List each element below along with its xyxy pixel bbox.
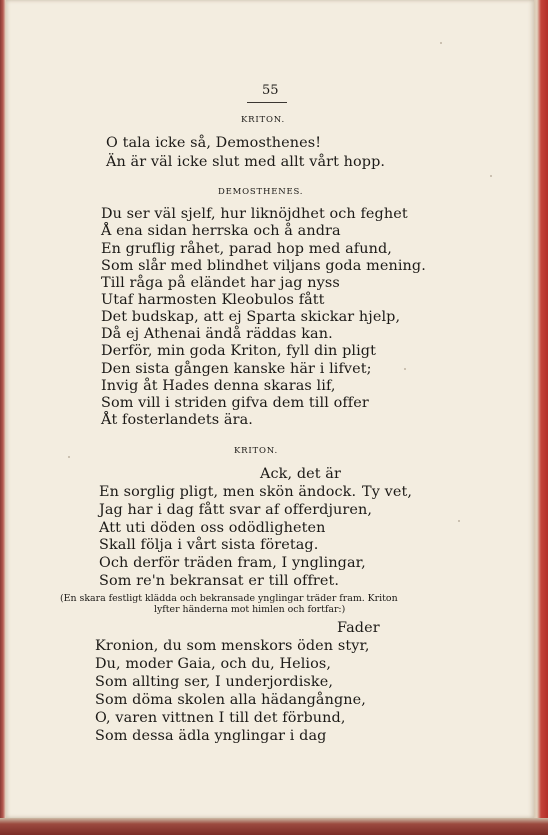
verse-line: Åt fosterlandets ära. — [101, 412, 253, 428]
verse-line: Som allting ser, I underjordiske, — [95, 674, 334, 690]
speaker-kriton-1: KRITON. — [241, 115, 285, 125]
verse-line: Du, moder Gaia, och du, Helios, — [95, 656, 332, 672]
verse-line: Till råga på eländet har jag nyss — [101, 275, 340, 291]
paper-fleck — [458, 520, 460, 522]
paper-fleck — [440, 42, 442, 44]
verse-line: Att uti döden oss odödligheten — [99, 520, 326, 536]
verse-line: Det budskap, att ej Sparta skickar hjelp, — [101, 309, 401, 325]
verse-line: Du ser väl sjelf, hur liknöjdhet och feghet — [101, 206, 408, 222]
verse-line: En gruflig råhet, parad hop med afund, — [101, 241, 392, 257]
verse-line: Och derför träden fram, I ynglingar, — [99, 555, 366, 571]
page-number: 55 — [262, 83, 279, 98]
book-edge-right — [534, 0, 548, 820]
verse-line: Ty vet, — [362, 484, 413, 500]
paper-page — [6, 0, 534, 818]
verse-line: Som dessa ädla ynglingar i dag — [95, 728, 327, 744]
speaker-kriton-2: KRITON. — [234, 446, 278, 456]
verse-line: Jag har i dag fått svar af offerdjuren, — [99, 502, 373, 518]
verse-line: Som vill i striden gifva dem till offer — [101, 395, 369, 411]
paper-fleck — [404, 368, 406, 370]
verse-line: O tala icke så, Demosthenes! — [106, 135, 322, 151]
verse-line: Fader — [337, 620, 380, 636]
page-number-rule — [247, 102, 287, 103]
book-edge-bottom — [0, 818, 548, 835]
verse-line: Kronion, du som menskors öden styr, — [95, 638, 370, 654]
verse-line: Skall följa i vårt sista företag. — [99, 537, 319, 553]
verse-line: Å ena sidan herrska och å andra — [101, 223, 341, 239]
stage-direction-line: (En skara festligt klädda och bekransade ynglingar träder fram. Kriton — [60, 593, 398, 604]
verse-line: Derför, min goda Kriton, fyll din pligt — [101, 343, 377, 359]
verse-line: Den sista gången kanske här i lifvet; — [101, 361, 372, 377]
verse-line: Invig åt Hades denna skaras lif, — [101, 378, 336, 394]
stage-direction-line: lyfter händerna mot himlen och fortfar:) — [154, 604, 346, 615]
verse-line: Som döma skolen alla hädangångne, — [95, 692, 366, 708]
paper-fleck — [68, 456, 70, 458]
paper-fleck — [490, 175, 492, 177]
verse-line: Då ej Athenai ändå räddas kan. — [101, 326, 333, 342]
verse-line: En sorglig pligt, men skön ändock. — [99, 484, 357, 500]
speaker-demosthenes: DEMOSTHENES. — [218, 187, 304, 197]
verse-line: O, varen vittnen I till det förbund, — [95, 710, 346, 726]
verse-line: Ack, det är — [260, 466, 341, 482]
verse-line: Som slår med blindhet viljans goda mening. — [101, 258, 426, 274]
verse-line: Än är väl icke slut med allt vårt hopp. — [106, 154, 386, 170]
verse-line: Som re'n bekransat er till offret. — [99, 573, 340, 589]
verse-line: Utaf harmosten Kleobulos fått — [101, 292, 325, 308]
